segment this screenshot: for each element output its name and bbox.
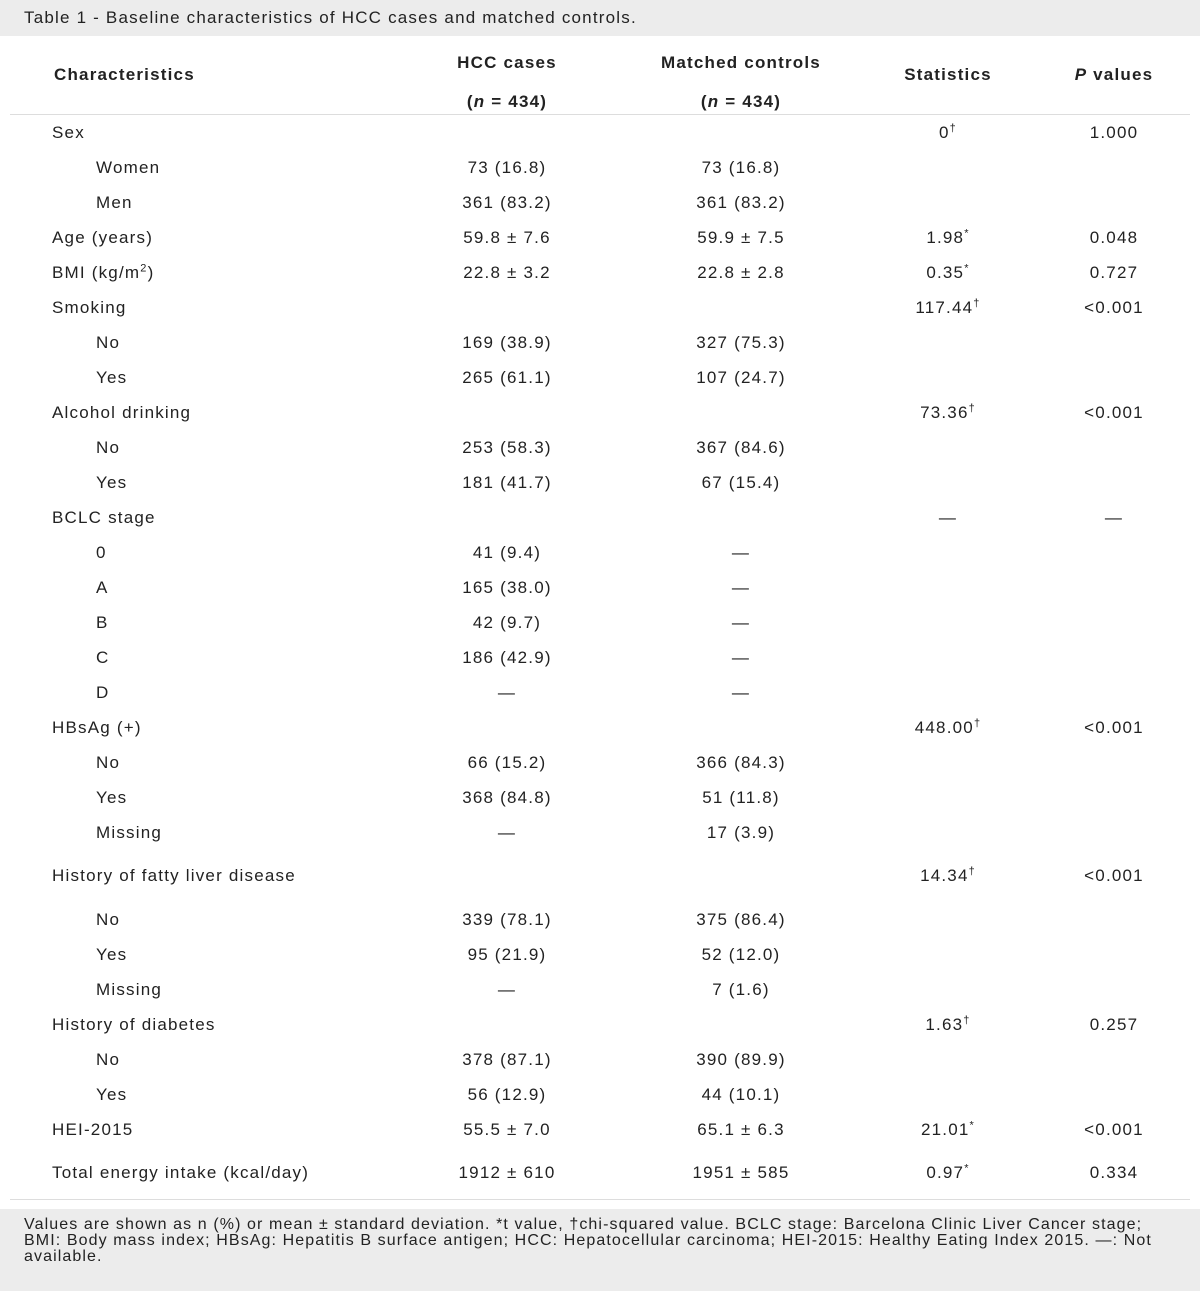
control-cell [624,290,858,325]
statistic-mark: † [973,716,982,729]
hcc-cell [390,500,624,535]
control-cell: 52 (12.0) [701,944,781,964]
statistic-cell [858,500,1038,535]
p-value-cell [1038,675,1190,710]
statistic-value: 73.36 [920,402,969,422]
hcc-cell [390,115,624,151]
header-characteristics: Characteristics [54,65,195,84]
header-controls-n [624,90,858,115]
header-hcc-cases: HCC cases [457,53,557,72]
statistic-cell [858,710,1038,745]
statistic-cell [858,255,1038,290]
row-label [10,325,390,360]
table-row [10,255,1190,290]
p-value-cell: 0.334 [1089,1163,1139,1182]
statistic-mark: † [968,401,976,414]
row-label-text: BCLC stage [52,507,156,527]
hcc-cell: 181 (41.7) [462,472,552,492]
control-cell: 367 (84.6) [696,437,786,457]
statistic-cell [858,465,1038,500]
row-label [10,780,390,815]
hcc-cell: 265 (61.1) [462,367,552,387]
hcc-cell: 1912 ± 610 [458,1163,556,1182]
statistic-cell [858,220,1038,255]
statistic-cell [858,430,1038,465]
statistic-mark: * [969,1118,976,1131]
statistic-mark: † [968,865,976,878]
statistic-cell [858,1112,1038,1147]
hcc-cell: 378 (87.1) [462,1049,552,1069]
row-label-text: Total energy intake (kcal/day) [52,1163,310,1182]
hcc-cell: — [497,682,517,702]
p-value-cell [1038,780,1190,815]
p-value-cell: 0.727 [1089,262,1139,282]
control-cell: 7 (1.6) [712,979,770,999]
table-row [10,1042,1190,1077]
statistic-cell [858,535,1038,570]
row-label-text: Yes [96,787,128,807]
table-row [10,710,1190,745]
control-cell [624,115,858,151]
p-value-cell [1038,150,1190,185]
baseline-table [10,36,1190,1200]
statistic-cell [858,1007,1038,1042]
row-label-text: C [96,647,110,667]
row-label-text: History of diabetes [52,1014,216,1034]
row-label [10,500,390,535]
row-label [10,640,390,675]
statistic-cell [858,150,1038,185]
row-label [10,745,390,780]
row-label [10,605,390,640]
header-p-rest: values [1087,65,1154,84]
row-label-tail: ) [147,262,155,282]
p-value-cell [1038,972,1190,1007]
row-label-text: Yes [96,1084,128,1104]
header-hcc-n [390,90,624,115]
statistic-cell [858,902,1038,937]
table-row [10,395,1190,430]
p-value-cell: <0.001 [1084,717,1144,737]
control-cell [624,850,858,902]
statistic-cell [858,290,1038,325]
row-label-text: No [96,909,121,929]
row-label [10,1077,390,1112]
table-row [10,780,1190,815]
control-cell: 59.9 ± 7.5 [697,227,785,247]
table-row [10,1147,1190,1200]
control-cell [624,710,858,745]
table-row [10,640,1190,675]
control-cell: 73 (16.8) [701,157,781,177]
hcc-cell: 55.5 ± 7.0 [463,1119,551,1139]
statistic-cell [858,780,1038,815]
n-open: ( [700,92,708,111]
statistic-cell [858,972,1038,1007]
row-label-text: Missing [96,979,163,999]
row-label-text: HEI-2015 [52,1119,134,1139]
control-cell: 1951 ± 585 [692,1163,790,1182]
statistic-cell [858,1147,1038,1200]
hcc-cell: 165 (38.0) [462,577,552,597]
p-value-cell [1038,640,1190,675]
hcc-cell: 41 (9.4) [472,542,542,562]
row-label [10,220,390,255]
hcc-cell: 253 (58.3) [462,437,552,457]
table-container [0,36,1200,1200]
row-label-text: BMI (kg/m [52,262,141,282]
p-value-cell [1038,815,1190,850]
statistic-cell [858,1042,1038,1077]
row-label-text: History of fatty liver disease [52,866,296,885]
p-value-cell [1038,185,1190,220]
statistic-mark: * [964,226,970,239]
hcc-cell: — [497,979,517,999]
statistic-cell [858,850,1038,902]
row-label [10,395,390,430]
hcc-cell: 368 (84.8) [462,787,552,807]
row-label-text: Men [96,192,133,212]
statistic-value: 0.35 [926,262,965,282]
row-label [10,115,390,151]
row-label-text: Alcohol drinking [52,402,192,422]
table-row [10,290,1190,325]
statistic-value: 0.97 [926,1163,965,1182]
statistic-cell [858,815,1038,850]
table-row [10,535,1190,570]
table-row [10,1077,1190,1112]
statistic-cell [858,115,1038,151]
p-value-cell [1038,937,1190,972]
control-cell: 327 (75.3) [696,332,786,352]
hcc-cell [390,1007,624,1042]
row-label-text: A [96,577,109,597]
hcc-cell: 59.8 ± 7.6 [463,227,551,247]
p-value-cell: <0.001 [1084,866,1144,885]
statistic-value: 0 [939,122,950,142]
p-value-cell [1038,430,1190,465]
row-label-text: Women [96,157,161,177]
control-cell: 390 (89.9) [696,1049,786,1069]
table-row [10,220,1190,255]
row-label-text: No [96,437,121,457]
hcc-cell [390,395,624,430]
row-label [10,430,390,465]
p-value-cell [1038,325,1190,360]
hcc-cell [390,850,624,902]
row-label-text: Yes [96,944,128,964]
statistic-cell [858,937,1038,972]
table-row [10,850,1190,902]
table-row [10,360,1190,395]
control-cell: 361 (83.2) [696,192,786,212]
row-label [10,535,390,570]
table-row [10,745,1190,780]
p-value-cell [1038,902,1190,937]
row-label-text: Yes [96,472,128,492]
row-label [10,937,390,972]
statistic-cell [858,605,1038,640]
control-cell [624,395,858,430]
p-value-cell [1038,745,1190,780]
p-value-cell [1038,1077,1190,1112]
statistic-value: 21.01 [920,1119,970,1139]
p-value-cell: <0.001 [1084,1119,1144,1139]
statistic-value: — [938,507,958,527]
header-p-letter: P [1074,65,1088,84]
statistic-cell [858,640,1038,675]
row-label [10,570,390,605]
table-footnote: Values are shown as n (%) or mean ± standard deviation. *t value, †chi-squared value. BCLC stage: Barcelona Clinic Liver Cancer stage; BMI: Body mass index; HBsAg: Hepatitis B surface antigen; HCC: Hepatocellular carcinoma; HEI-2015: Healthy Eating Index 2015. —: Not available. [0,1209,1200,1291]
statistic-value: 448.00 [914,717,974,737]
p-value-cell: <0.001 [1084,297,1144,317]
row-label-text: No [96,752,121,772]
hcc-cell: 73 (16.8) [467,157,547,177]
statistic-cell [858,185,1038,220]
hcc-cell: 95 (21.9) [467,944,547,964]
table-row [10,902,1190,937]
row-label-text: No [96,332,121,352]
statistic-mark: † [973,296,981,309]
hcc-cell [390,290,624,325]
row-label-text: HBsAg (+) [52,717,142,737]
row-label [10,360,390,395]
header-matched-controls: Matched controls [661,53,821,72]
row-label [10,710,390,745]
hcc-cell: 22.8 ± 3.2 [463,262,551,282]
row-label [10,255,390,290]
p-value-cell [1038,360,1190,395]
control-cell: 44 (10.1) [701,1084,781,1104]
row-label [10,902,390,937]
row-label [10,1007,390,1042]
statistic-cell [858,745,1038,780]
statistic-value: 1.98 [926,227,965,247]
control-cell: — [731,542,751,562]
row-label [10,465,390,500]
table-row [10,1007,1190,1042]
table-row [10,1112,1190,1147]
control-cell: — [731,647,751,667]
hcc-cell: 42 (9.7) [472,612,542,632]
statistic-value: 117.44 [915,297,974,317]
row-label [10,150,390,185]
table-row [10,972,1190,1007]
hcc-cell: 339 (78.1) [462,909,552,929]
statistic-mark: * [964,1162,970,1175]
table-row [10,570,1190,605]
table-row [10,465,1190,500]
row-label [10,850,390,902]
hcc-cell: 361 (83.2) [462,192,552,212]
row-label-text: Smoking [52,297,127,317]
control-cell [624,1007,858,1042]
table-caption: Table 1 - Baseline characteristics of HCC cases and matched controls. [0,0,1200,36]
control-cell: — [731,612,751,632]
row-label [10,675,390,710]
header-statistics: Statistics [904,65,992,84]
statistic-value: 1.63 [925,1014,964,1034]
control-cell: — [731,682,751,702]
p-value-cell: 0.257 [1089,1014,1139,1034]
n-rest: = 434) [719,92,782,111]
row-label [10,815,390,850]
row-label [10,972,390,1007]
table-row [10,675,1190,710]
hcc-cell: — [497,822,517,842]
control-cell: 65.1 ± 6.3 [697,1119,785,1139]
control-cell: 51 (11.8) [702,787,780,807]
control-cell: 107 (24.7) [696,367,786,387]
n-rest: = 434) [485,92,548,111]
statistic-mark: † [963,1013,971,1026]
statistic-value: 14.34 [920,866,969,885]
statistic-cell [858,325,1038,360]
p-value-cell: <0.001 [1084,402,1144,422]
table-row [10,115,1190,151]
row-label [10,185,390,220]
row-label [10,1042,390,1077]
row-label-text: No [96,1049,121,1069]
n-letter: n [473,92,486,111]
statistic-cell [858,675,1038,710]
row-label-text: Sex [52,122,85,142]
table-row [10,937,1190,972]
table-row [10,500,1190,535]
n-letter: n [707,92,720,111]
p-value-cell [1038,605,1190,640]
table-row [10,815,1190,850]
statistic-mark: † [949,121,957,134]
p-value-cell [1038,1042,1190,1077]
row-label-text: Yes [96,367,128,387]
row-label-text: Missing [96,822,163,842]
hcc-cell: 186 (42.9) [462,647,552,667]
n-open: ( [466,92,474,111]
row-label-text: 0 [96,542,107,562]
p-value-cell: 1.000 [1089,122,1139,142]
p-value-cell [1038,465,1190,500]
control-cell: 366 (84.3) [696,752,786,772]
control-cell: 67 (15.4) [701,472,781,492]
table-row [10,605,1190,640]
p-value-cell: 0.048 [1089,227,1139,247]
row-label-superscript: 2 [140,261,148,274]
control-cell: 375 (86.4) [696,909,786,929]
table-body [10,115,1190,1200]
p-value-cell: — [1104,507,1124,527]
p-value-cell [1038,570,1190,605]
row-label-text: Age (years) [52,227,154,247]
table-row [10,185,1190,220]
statistic-cell [858,1077,1038,1112]
hcc-cell: 56 (12.9) [467,1084,547,1104]
control-cell: 22.8 ± 2.8 [697,262,785,282]
statistic-cell [858,360,1038,395]
row-label [10,1147,390,1200]
control-cell: — [731,577,751,597]
hcc-cell: 66 (15.2) [467,752,547,772]
table-row [10,430,1190,465]
table-row [10,325,1190,360]
row-label-text: B [96,612,109,632]
statistic-cell [858,395,1038,430]
row-label [10,290,390,325]
row-label [10,1112,390,1147]
p-value-cell [1038,535,1190,570]
row-label-text: D [96,682,110,702]
table-row [10,150,1190,185]
hcc-cell: 169 (38.9) [462,332,552,352]
statistic-mark: * [964,261,970,274]
control-cell [624,500,858,535]
header-p-values [1038,36,1190,115]
hcc-cell [390,710,624,745]
statistic-cell [858,570,1038,605]
control-cell: 17 (3.9) [706,822,776,842]
